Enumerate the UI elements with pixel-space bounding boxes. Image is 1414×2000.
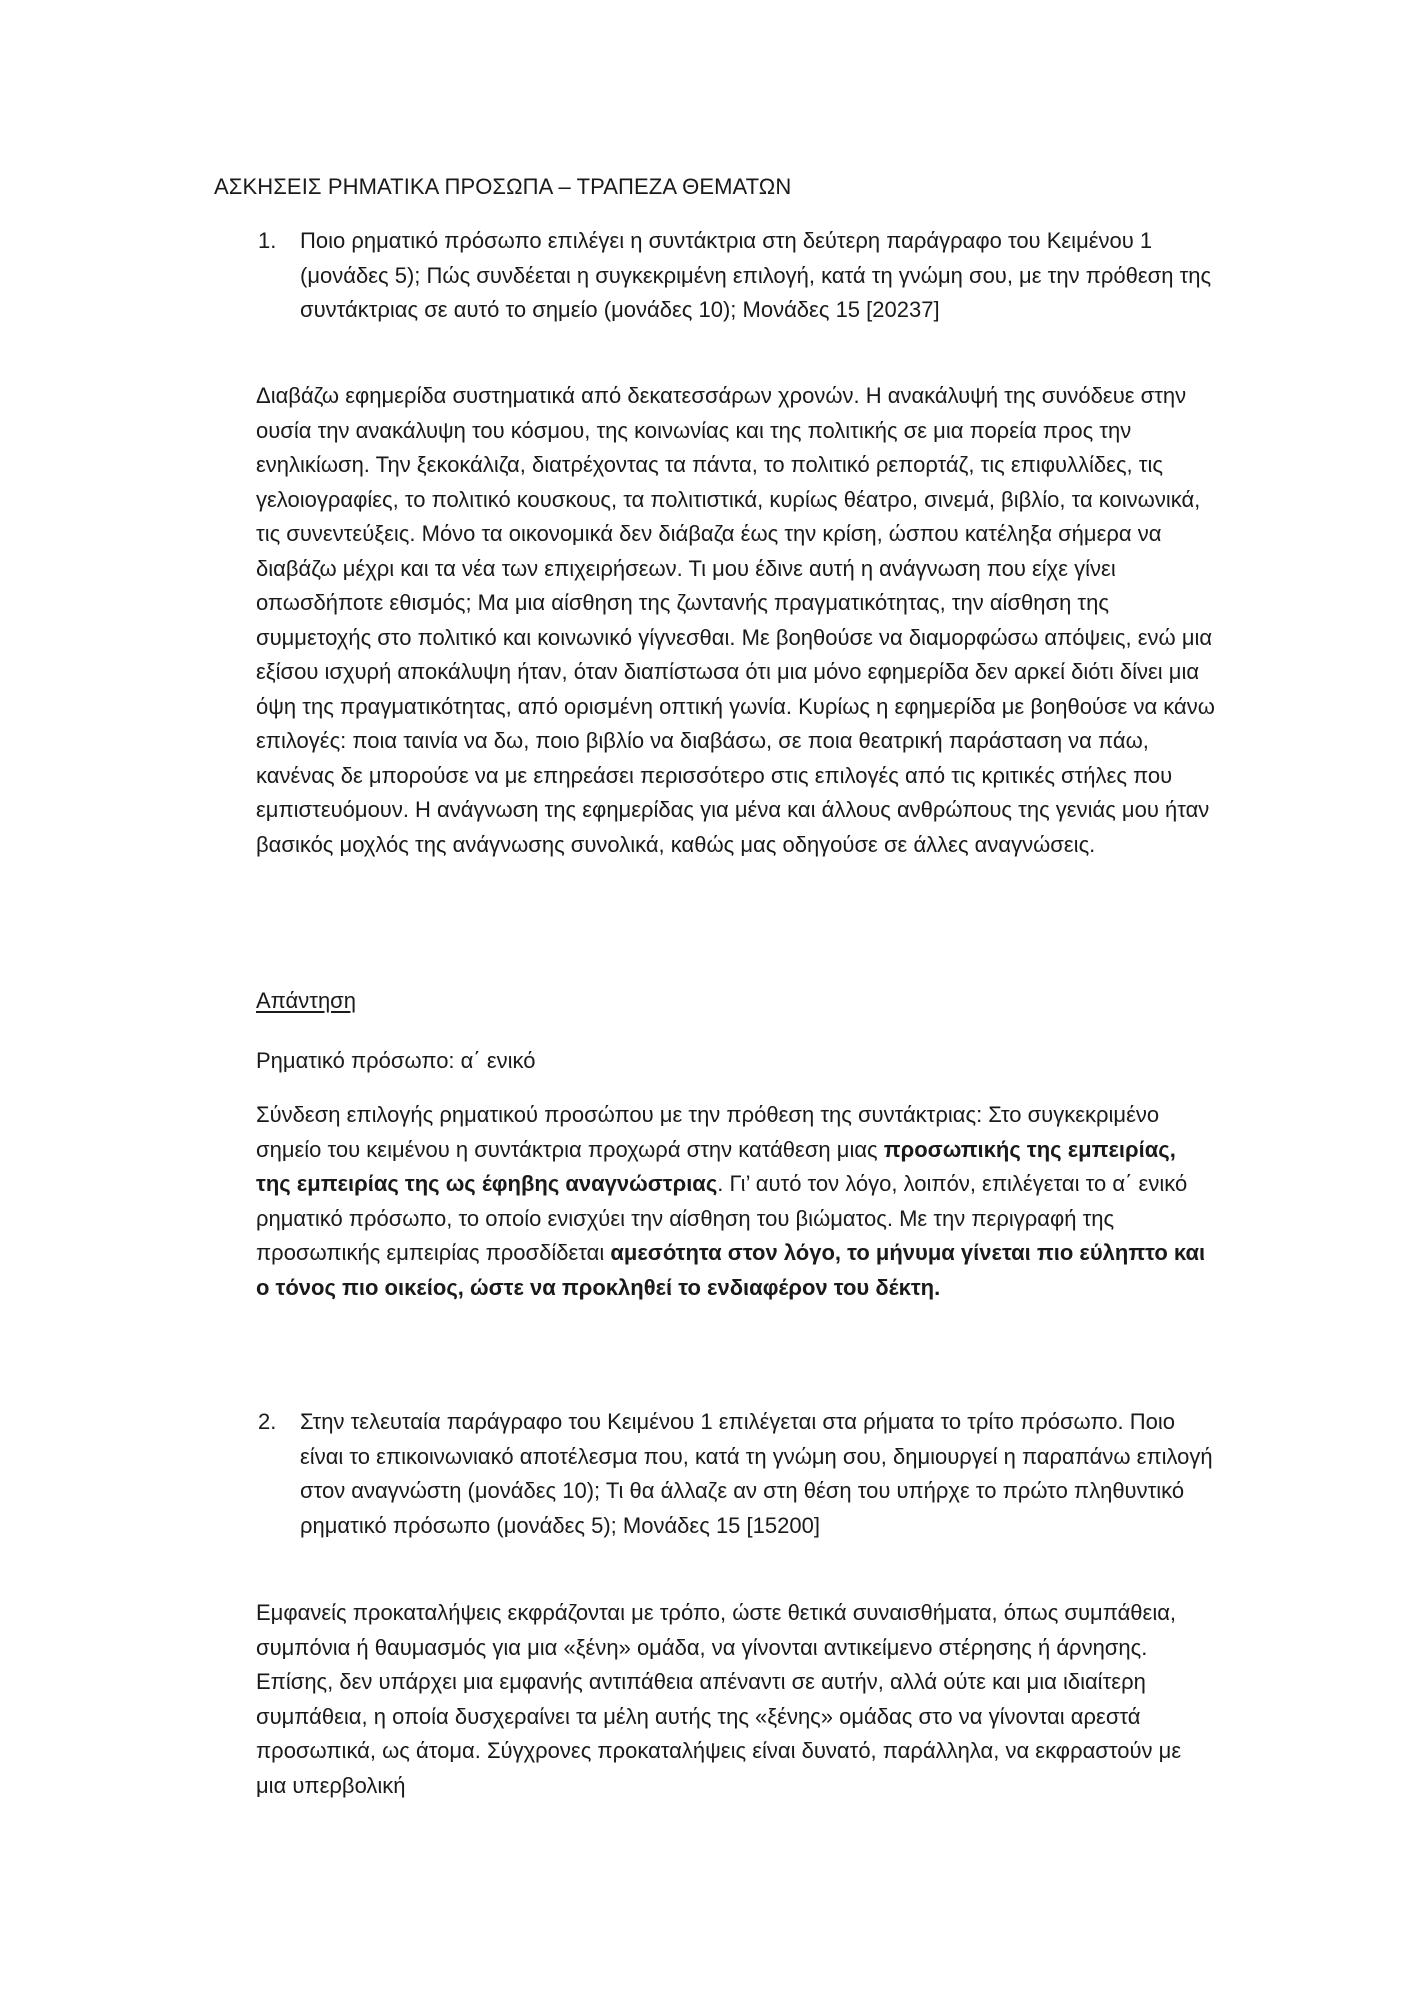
question-number: 2. <box>258 1409 277 1434</box>
question-1 <box>258 224 1218 328</box>
explanation-bold-1: προσωπικής της εμπειρίας, της εμπειρίας της ως έφηβης αναγνώστριας <box>256 1136 1176 1196</box>
question-2-passage: Εμφανείς προκαταλήψεις εκφράζονται με τρόπο, ώστε θετικά συναισθήματα, όπως συμπάθεια, συμπόνια ή θαυμασμός για μια «ξένη» ομάδα, να γίνονται αντικείμενο στέρησης ή άρνησης. Επίσης, δεν υπάρχει μια εμφανής αντιπάθεια απέναντι σε αυτήν, αλλά ούτε και μια ιδιαίτερη συμπάθεια, η οποία δυσχεραίνει τα μέλη αυτής της «ξένης» ομάδας στο να γίνονται αρεστά προσωπικά, ως άτομα. Σύγχρονες προκαταλήψεις είναι δυνατό, παράλληλα, να εκφραστούν με μια υπερβολική <box>256 1600 1182 1798</box>
explanation-text-2: . Γι’ αυτό τον λόγο, λοιπόν, επιλέγεται το α΄ ενικό ρηματικό πρόσωπο, το οποίο ενισχύει την αίσθηση του βιώματος. Με την περιγραφή της προσωπικής εμπειρίας προσδίδεται <box>256 1171 1188 1265</box>
question-1-passage: Διαβάζω εφημερίδα συστηματικά από δεκατεσσάρων χρονών. Η ανακάλυψή της συνόδευε στην ουσία την ανακάλυψη του κόσμου, της κοινωνίας και της πολιτικής σε μια πορεία προς την ενηλικίωση. Την ξεκοκάλιζα, διατρέχοντας τα πάντα, το πολιτικό ρεπορτάζ, τις επιφυλλίδες, τις γελοιογραφίες, το πολιτικό κουσκους, τα πολιτιστικά, κυρίως θέατρο, σινεμά, βιβλίο, τα κοινωνικά, τις συνεντεύξεις. Μόνο τα οικονομικά δεν διάβαζα έως την κρίση, ώσπου κατέληξα σήμερα να διαβάζω μέχρι και τα νέα των επιχειρήσεων. Τι μου έδινε αυτή η ανάγνωση που είχε γίνει οπωσδήποτε εθισμός; Μα μια αίσθηση της ζωντανής πραγματικότητας, την αίσθηση της συμμετοχής στο πολιτικό και κοινωνικό γίγνεσθαι. Με βοηθούσε να διαμορφώσω απόψεις, ενώ μια εξίσου ισχυρή αποκάλυψη ήταν, όταν διαπίστωσα ότι μια μόνο εφημερίδα δεν αρκεί διότι δίνει μια όψη της πραγματικότητας, από ορισμένη οπτική γωνία. Κυρίως η εφημερίδα με βοηθούσε να κάνω επιλογές: ποια ταινία να δω, ποιο βιβλίο να διαβάσω, σε ποια θεατρική παράσταση να πάω, κανένας δε μπορούσε να με επηρεάσει περισσότερο στις επιλογές από τις κριτικές στήλες που εμπιστευόμουν. Η ανάγνωση της εφημερίδας για μένα και άλλους ανθρώπους της γενιάς μου ήταν βασικός μοχλός της ανάγνωσης συνολικά, καθώς μας οδηγούσε σε άλλες αναγνώσεις. <box>256 383 1215 857</box>
explanation-text-1: Σύνδεση επιλογής ρηματικού προσώπου με την πρόθεση της συντάκτριας: Στο συγκεκριμένο σημείο του κειμένου η συντάκτρια προχωρά στην κατάθεση μιας <box>256 1102 1160 1162</box>
question-text: Στην τελευταία παράγραφο του Κειμένου 1 επιλέγεται στα ρήματα το τρίτο πρόσωπο. Ποιο είναι το επικοινωνιακό αποτέλεσμα που, κατά τη γνώμη σου, δημιουργεί η παραπάνω επιλογή στον αναγνώστη (μονάδες 10); Τι θα άλλαζε αν στη θέση του υπήρχε το πρώτο πληθυντικό ρηματικό πρόσωπο (μονάδες 5); Μονάδες 15 [15200] <box>300 1409 1213 1538</box>
answer-explanation <box>256 1098 1216 1305</box>
explanation-bold-2: αμεσότητα στον λόγο, το μήνυμα γίνεται πιο εύληπτο και ο τόνος πιο οικείος, ώστε να προκληθεί το ενδιαφέρον του δέκτη. <box>256 1240 1206 1300</box>
answer-person: Ρηματικό πρόσωπο: α΄ ενικό <box>256 1048 536 1073</box>
question-2 <box>258 1405 1218 1543</box>
answer-label: Απάντηση <box>256 988 356 1013</box>
document-title: ΑΣΚΗΣΕΙΣ ΡΗΜΑΤΙΚΑ ΠΡΟΣΩΠΑ – ΤΡΑΠΕΖΑ ΘΕΜΑΤΩΝ <box>214 174 792 199</box>
question-number: 1. <box>258 228 277 253</box>
question-text: Ποιο ρηματικό πρόσωπο επιλέγει η συντάκτρια στη δεύτερη παράγραφο του Κειμένου 1 (μονάδες 5); Πώς συνδέεται η συγκεκριμένη επιλογή, κατά τη γνώμη σου, με την πρόθεση της συντάκτριας σε αυτό το σημείο (μονάδες 10); Μονάδες 15 [20237] <box>300 228 1212 322</box>
